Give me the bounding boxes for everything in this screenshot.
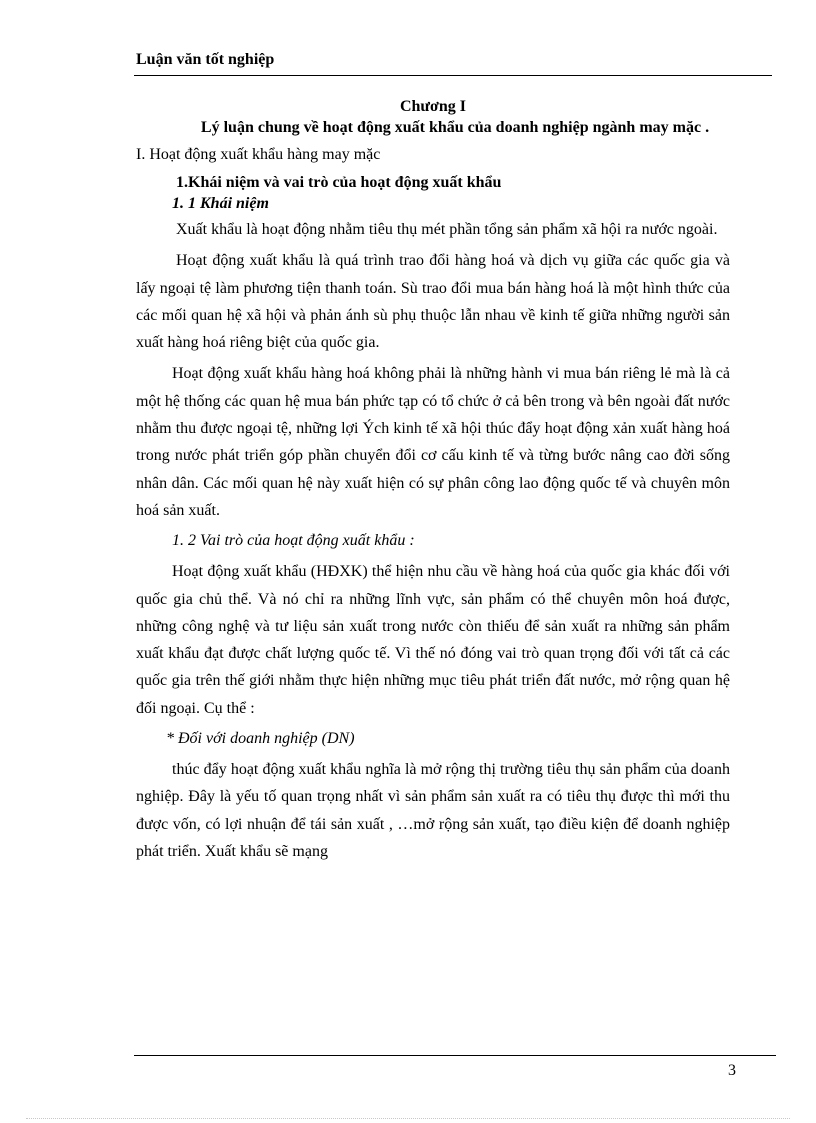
body-paragraph: Hoạt động xuất khẩu là quá trình trao đổi hàng hoá và dịch vụ giữa các quốc gia và lấy ngoại tệ làm phương tiện thanh toán. Sù trao đổi mua bán hàng hoá là một hình thức của các mối quan hệ xã hội và phản ánh sù phụ thuộc lẫn nhau về kinh tế giữa những người sản xuất hàng hoá riêng biệt của quốc gia. — [136, 252, 730, 352]
body-paragraph: thúc đẩy hoạt động xuất khẩu nghĩa là mở rộng thị trường tiêu thụ sản phẩm của doanh nghiệp. Đây là yếu tố quan trọng nhất vì sản phẩm sản xuất ra có tiêu thụ được thì mới thu được vốn, có lợi nhuận để tái sản xuất , …mở rộng sản xuất, tạo điều kiện để doanh nghiệp phát triển. Xuất khẩu sẽ mạng — [136, 761, 730, 860]
body-paragraph: Xuất khẩu là hoạt động nhằm tiêu thụ mét phần tổng sản phẩm xã hội ra nước ngoài. — [176, 221, 718, 238]
header-rule — [134, 75, 772, 76]
chapter-label: Chương I — [399, 98, 467, 115]
page-edge-divider — [26, 1118, 790, 1119]
running-header: Luận văn tốt nghiệp — [136, 51, 275, 68]
body-paragraph: Hoạt động xuất khẩu (HĐXK) thể hiện nhu cầu về hàng hoá của quốc gia khác đối với quốc gia chủ thể. Và nó chỉ ra những lĩnh vực, sản phẩm có thể chuyên môn hoá được, những công nghệ và tư liệu sản xuất trong nước còn thiếu để sản xuất ra những sản phẩm xuất khẩu đạt được chất lượng quốc tế. Vì thế nó đóng vai trò quan trọng đối với tất cả các quốc gia trên thế giới nhằm thực hiện những mục tiêu phát triển đất nước, mở rộng quan hệ đối ngoại. Cụ thể : — [136, 563, 730, 717]
bullet-heading: * Đối với doanh nghiệp (DN) — [166, 730, 355, 748]
chapter-title: Lý luận chung về hoạt động xuất khẩu của doanh nghiệp ngành may mặc . — [200, 119, 710, 136]
subsubsection-heading: 1. 1 Khái niệm — [172, 195, 269, 212]
footer-rule — [134, 1055, 776, 1056]
subsection-heading: 1.Khái niệm và vai trò của hoạt động xuất khẩu — [176, 174, 502, 191]
page-body — [136, 97, 730, 869]
body-paragraph: Hoạt động xuất khẩu hàng hoá không phải là những hành vi mua bán riêng lẻ mà là cả một hệ thống các quan hệ mua bán phức tạp có tổ chức ở cả bên trong và bên ngoài đất nước nhằm thu được ngoại tệ, những lợi Ých kinh tế xã hội thúc đẩy hoạt động xản xuất hàng hoá trong nước phát triển góp phần chuyển đổi cơ cấu kinh tế và từng bước nâng cao đời sống nhân dân. Các mối quan hệ này xuất hiện có sự phân công lao động quốc tế và chuyên môn hoá sản xuất. — [136, 365, 730, 519]
subsubsection-heading: 1. 2 Vai trò của hoạt động xuất khẩu : — [172, 532, 415, 550]
page-number: 3 — [728, 1062, 736, 1079]
section-heading: I. Hoạt động xuất khẩu hàng may mặc — [136, 146, 381, 163]
